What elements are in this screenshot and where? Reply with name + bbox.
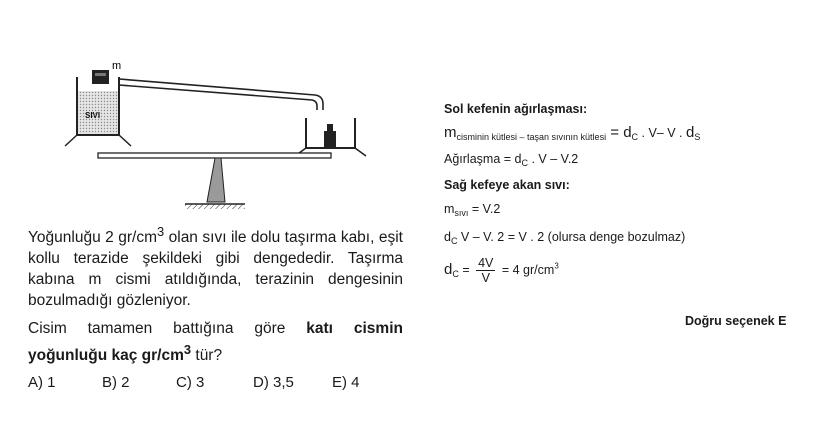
- option-b[interactable]: B) 2: [102, 374, 130, 391]
- solution-heading-1: Sol kefenin ağırlaşması:: [444, 102, 588, 116]
- solid-mass: [92, 70, 109, 84]
- solution-line-2: Ağırlaşma = $d_C$ . V – V.2: [444, 152, 579, 168]
- solution-heading-2: Sağ kefeye akan sıvı:: [444, 178, 570, 192]
- balance-figure: [55, 58, 395, 218]
- correct-answer: Doğru seçenek E: [685, 314, 787, 328]
- ground: [185, 204, 245, 209]
- balance-beam: [98, 153, 331, 158]
- option-c[interactable]: C) 3: [176, 374, 205, 391]
- solution-line-3: $m_{sıvı} = V.2$: [444, 202, 501, 218]
- solution-line-4: $d_C$ V – V. 2 = V . 2 (olursa denge bozulmaz): [444, 230, 686, 246]
- overflow-spout: [119, 79, 323, 110]
- liquid-label: SIVI: [85, 111, 101, 120]
- question-paragraph-2: Cisim tamamen battığına göre katı cismin yoğunluğu kaç $gr/cm^3$ tür?: [28, 320, 403, 365]
- fraction: $\frac{4V}{V}$: [478, 256, 494, 285]
- question-paragraph-1: Yoğunluğu 2 $gr/cm^3$ olan sıvı ile dolu taşırma kabı, eşit kollu terazide şekildeki gibi dengededir. Taşırma kabına m cismi atıldığında, terazinin dengesinin bozulmadığı gözleniyor.: [28, 224, 403, 310]
- weight: [324, 131, 336, 147]
- solution-line-5: $d_C$ = $\frac{4V}{V}$ = 4 $gr/cm^3$: [444, 256, 559, 285]
- mass-label: m: [112, 60, 122, 72]
- fulcrum: [207, 158, 225, 202]
- option-a[interactable]: A) 1: [28, 374, 56, 391]
- solution-line-1: $m_{cisminin kütlesi - taşan sıvının kütlesi} = d_C$ . V– V . $d_S$: [444, 124, 701, 142]
- option-d[interactable]: D) 3,5: [253, 374, 294, 391]
- option-e[interactable]: E) 4: [332, 374, 360, 391]
